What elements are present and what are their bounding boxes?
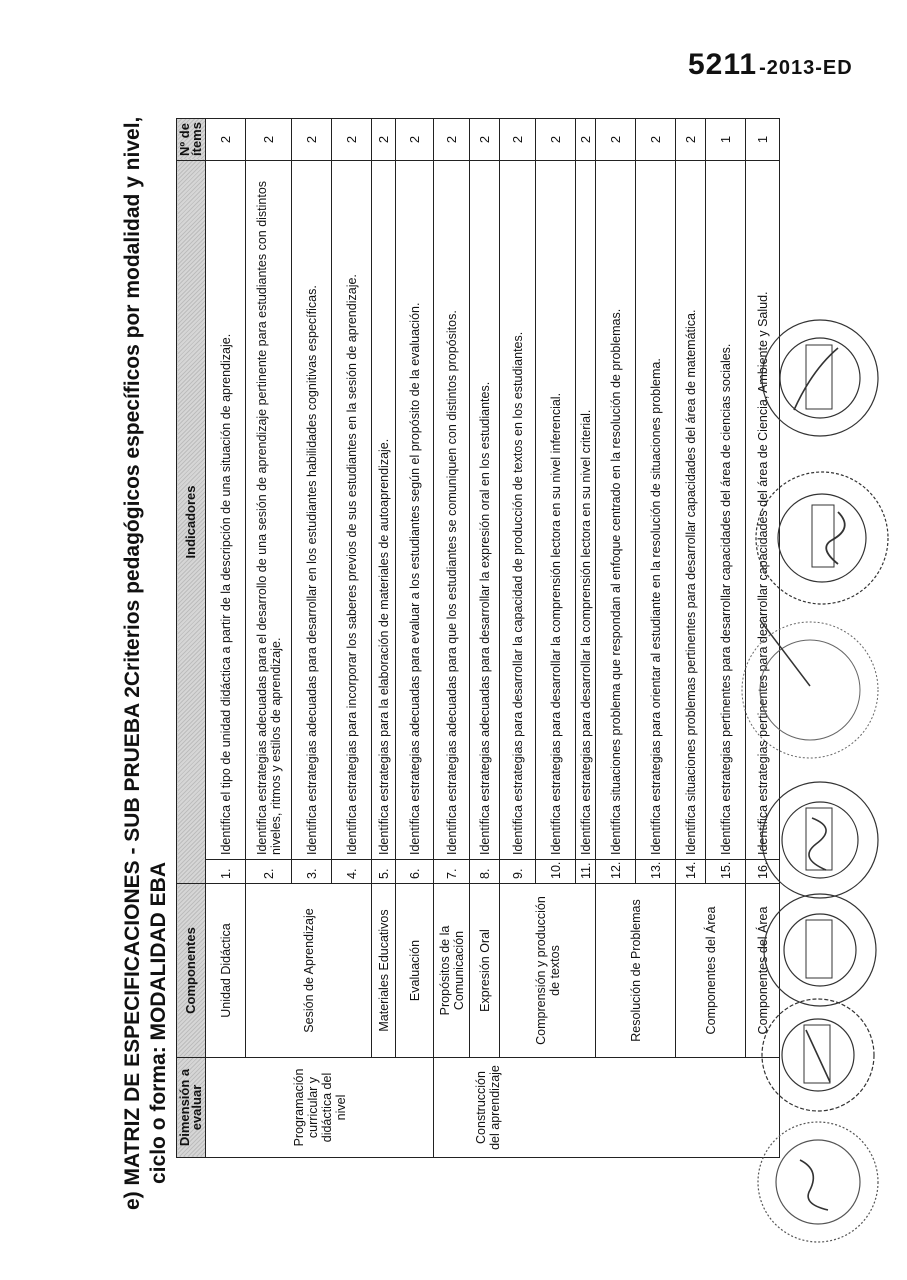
- indicator-number: 15.: [706, 860, 746, 884]
- items-count: 2: [206, 119, 246, 161]
- table-row: [246, 119, 292, 1158]
- items-count: 2: [246, 119, 292, 161]
- indicator-number: 7.: [434, 860, 470, 884]
- items-count: 2: [470, 119, 500, 161]
- header-indicadores: Indicadores: [177, 161, 206, 884]
- table-row: [676, 119, 706, 1158]
- items-count: 2: [536, 119, 576, 161]
- header-componentes: Componentes: [177, 884, 206, 1058]
- indicator-number: 1.: [206, 860, 246, 884]
- page-title: [120, 70, 172, 1210]
- component-cell: Sesión de Aprendizaje: [246, 884, 372, 1058]
- table-header-row: [177, 119, 206, 1158]
- indicator-text: Identifica el tipo de unidad didáctica a partir de la descripción de una situación de aprendizaje.: [206, 161, 246, 860]
- indicator-text: Identifica estrategias para desarrollar la capacidad de producción de textos en los estudiantes.: [500, 161, 536, 860]
- indicator-text: Identifica estrategias pertinentes para desarrollar capacidades del área de Ciencia, Ambiente y Salud.: [746, 161, 780, 860]
- component-cell: Componentes del Área: [746, 884, 780, 1058]
- indicator-number: 14.: [676, 860, 706, 884]
- component-cell: Propósitos de la Comunicación: [434, 884, 470, 1058]
- header-dimension: Dimensión a evaluar: [177, 1058, 206, 1158]
- indicator-text: Identifica estrategias adecuadas para que los estudiantes se comuniquen con distintos propósitos.: [434, 161, 470, 860]
- items-count: 2: [332, 119, 372, 161]
- dimension-cell: Construcción del aprendizaje: [434, 1058, 780, 1158]
- items-count: 2: [396, 119, 434, 161]
- indicator-number: 12.: [596, 860, 636, 884]
- items-count: 1: [746, 119, 780, 161]
- indicator-number: 6.: [396, 860, 434, 884]
- items-count: 2: [292, 119, 332, 161]
- stamp-educacion-basica-especial: [764, 894, 876, 1006]
- items-count: 2: [372, 119, 396, 161]
- table-row: [596, 119, 636, 1158]
- items-count: 2: [576, 119, 596, 161]
- indicator-text: Identifica estrategias para incorporar los saberes previos de sus estudiantes en la sesión de aprendizaje.: [332, 161, 372, 860]
- component-cell: Resolución de Problemas: [596, 884, 676, 1058]
- table-row: [396, 119, 434, 1158]
- table-row: [470, 119, 500, 1158]
- indicator-text: Identifica estrategias para desarrollar la comprensión lectora en su nivel criterial.: [576, 161, 596, 860]
- items-count: 2: [434, 119, 470, 161]
- indicator-text: Identifica situaciones problema que respondan al enfoque centrado en la resolución de problemas.: [596, 161, 636, 860]
- items-count: 2: [596, 119, 636, 161]
- component-cell: Expresión Oral: [470, 884, 500, 1058]
- component-cell: Materiales Educativos: [372, 884, 396, 1058]
- component-cell: Componentes del Área: [676, 884, 746, 1058]
- header-items: Nº de ítems: [177, 119, 206, 161]
- items-count: 2: [500, 119, 536, 161]
- indicator-number: 8.: [470, 860, 500, 884]
- indicator-text: Identifica estrategias para desarrollar la comprensión lectora en su nivel inferencial.: [536, 161, 576, 860]
- items-count: 2: [636, 119, 676, 161]
- indicator-text: Identifica estrategias adecuadas para desarrollar la expresión oral en los estudiantes.: [470, 161, 500, 860]
- items-count: 1: [706, 119, 746, 161]
- page-number-value: 5211: [688, 48, 758, 81]
- table-row: [434, 119, 470, 1158]
- component-cell: Unidad Didáctica: [206, 884, 246, 1058]
- indicator-text: Identifica estrategias adecuadas para evaluar a los estudiantes según el propósito de la evaluación.: [396, 161, 434, 860]
- table-row: [500, 119, 536, 1158]
- title-line-2: ciclo o forma: MODALIDAD EBA: [147, 861, 170, 1184]
- indicator-number: 3.: [292, 860, 332, 884]
- indicator-number: 5.: [372, 860, 396, 884]
- indicator-number: 16.: [746, 860, 780, 884]
- component-cell: Evaluación: [396, 884, 434, 1058]
- indicator-text: Identifica situaciones problemas pertinentes para desarrollar capacidades del área de matemática.: [676, 161, 706, 860]
- table-row: [746, 119, 780, 1158]
- indicator-text: Identifica estrategias para la elaboración de materiales de autoaprendizaje.: [372, 161, 396, 860]
- items-count: 2: [676, 119, 706, 161]
- indicator-text: Identifica estrategias pertinentes para desarrollar capacidades del área de ciencias sociales.: [706, 161, 746, 860]
- table-row: [206, 119, 246, 1158]
- indicator-text: Identifica estrategias adecuadas para desarrollar en los estudiantes habilidades cognitivas específicas.: [292, 161, 332, 860]
- rotated-content: [120, 70, 780, 1210]
- table-row: [372, 119, 396, 1158]
- dimension-cell: Programación curricular y didáctica del nivel: [206, 1058, 434, 1158]
- indicator-number: 13.: [636, 860, 676, 884]
- title-line-1: e) MATRIZ DE ESPECIFICACIONES - SUB PRUEBA 2Criterios pedagógicos específicos por modalidad y nivel,: [121, 116, 144, 1210]
- indicator-number: 10.: [536, 860, 576, 884]
- page-code: -2013-ED: [759, 57, 853, 79]
- indicator-text: Identifica estrategias para orientar al estudiante en la resolución de situaciones problema.: [636, 161, 676, 860]
- indicator-text: Identifica estrategias adecuadas para el desarrollo de una sesión de aprendizaje pertinente para estudiantes con distintos niveles, ritmos y estilos de aprendizaje.: [246, 161, 292, 860]
- indicator-number: 11.: [576, 860, 596, 884]
- indicator-number: 4.: [332, 860, 372, 884]
- indicator-number: 9.: [500, 860, 536, 884]
- indicator-number: 2.: [246, 860, 292, 884]
- specifications-table: [176, 118, 780, 1158]
- component-cell: Comprensión y producción de textos: [500, 884, 596, 1058]
